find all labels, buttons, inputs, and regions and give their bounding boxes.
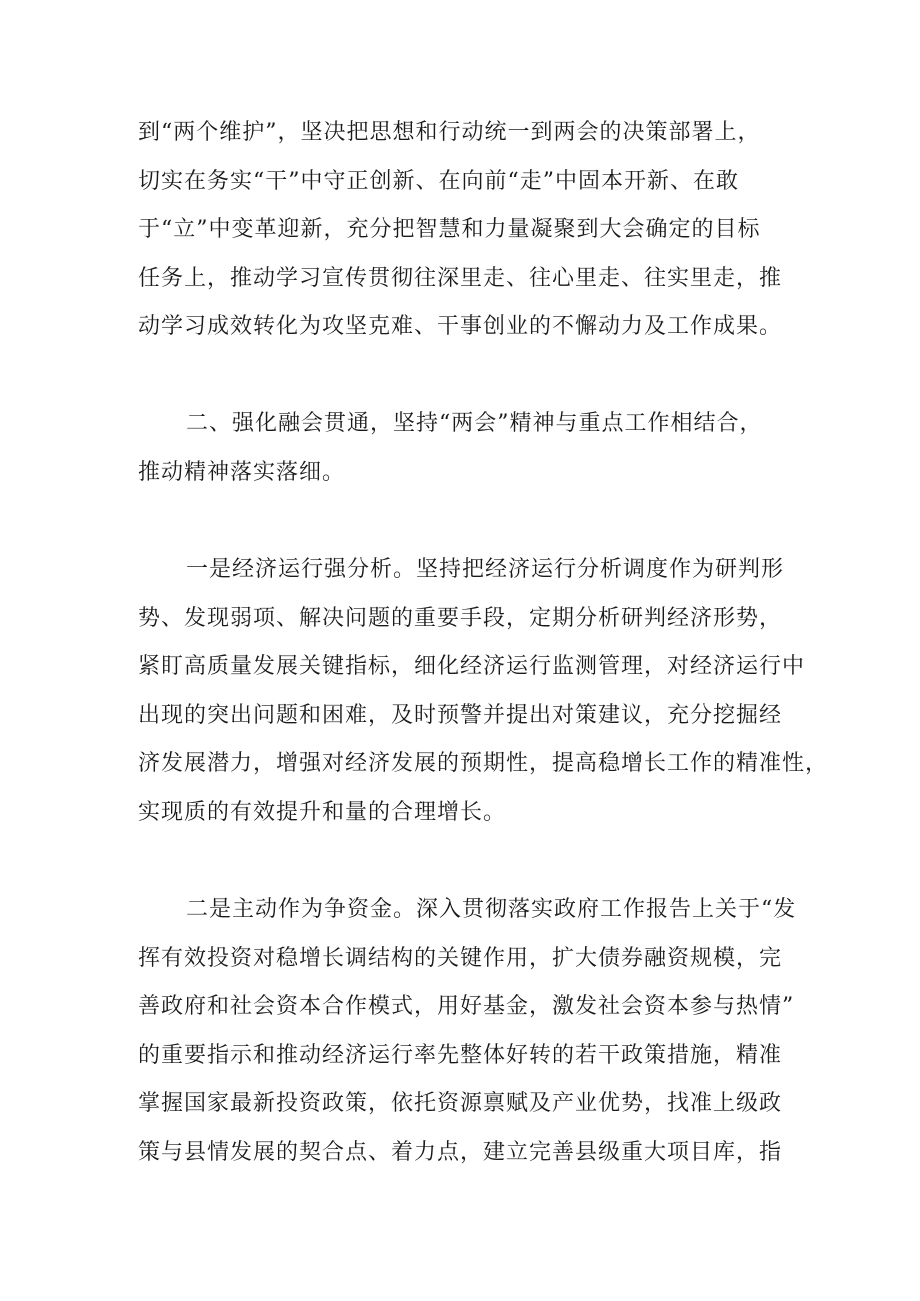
text-line: 的重要指示和推动经济运行率先整体好转的若干政策措施，精准	[138, 1042, 783, 1068]
text-line: 策与县情发展的契合点、着力点，建立完善县级重大项目库，指	[138, 1139, 783, 1165]
text-line: 切实在务实“干”中守正创新、在向前“走”中固本开新、在敢	[138, 168, 739, 194]
paragraph-continuation	[138, 109, 788, 352]
text-line: 紧盯高质量发展关键指标，细化经济运行监测管理，对经济运行中	[138, 654, 806, 679]
paragraph-economic-analysis	[138, 546, 829, 837]
text-line: 推动精神落实落细。	[138, 459, 346, 485]
text-line: 一是经济运行强分析。坚持把经济运行分析调度作为研判形	[186, 557, 785, 582]
text-line: 出现的突出问题和困难，及时预警并提出对策建议，充分挖掘经	[138, 702, 783, 728]
text-line: 挥有效投资对稳增长调结构的关键作用，扩大债券融资规模，完	[138, 945, 783, 971]
text-line: 任务上，推动学习宣传贯彻往深里走、往心里走、往实里走，推	[138, 265, 783, 291]
paragraph-funding	[138, 886, 797, 1177]
text-line: 善政府和社会资本合作模式，用好基金，激发社会资本参与热情”	[138, 994, 795, 1019]
text-line: 动学习成效转化为攻坚克难、干事创业的不懈动力及工作成果。	[138, 314, 783, 339]
text-line: 济发展潜力，增强对经济发展的预期性，提高稳增长工作的精准性，	[138, 751, 829, 776]
section-heading	[138, 400, 788, 497]
text-line: 势、发现弱项、解决问题的重要手段，定期分析研判经济形势，	[138, 605, 783, 631]
text-line: 掌握国家最新投资政策，依托资源禀赋及产业优势，找准上级政	[138, 1091, 783, 1116]
text-line: 二是主动作为争资金。深入贯彻落实政府工作报告上关于“发	[186, 897, 797, 922]
text-line: 到“两个维护”，坚决把思想和行动统一到两会的决策部署上，	[138, 120, 761, 145]
text-line: 二、强化融会贯通，坚持“两会”精神与重点工作相结合，	[186, 411, 763, 436]
text-line: 于“立”中变革迎新，充分把智慧和力量凝聚到大会确定的目标	[138, 217, 761, 242]
text-line: 实现质的有效提升和量的合理增长。	[138, 799, 507, 825]
